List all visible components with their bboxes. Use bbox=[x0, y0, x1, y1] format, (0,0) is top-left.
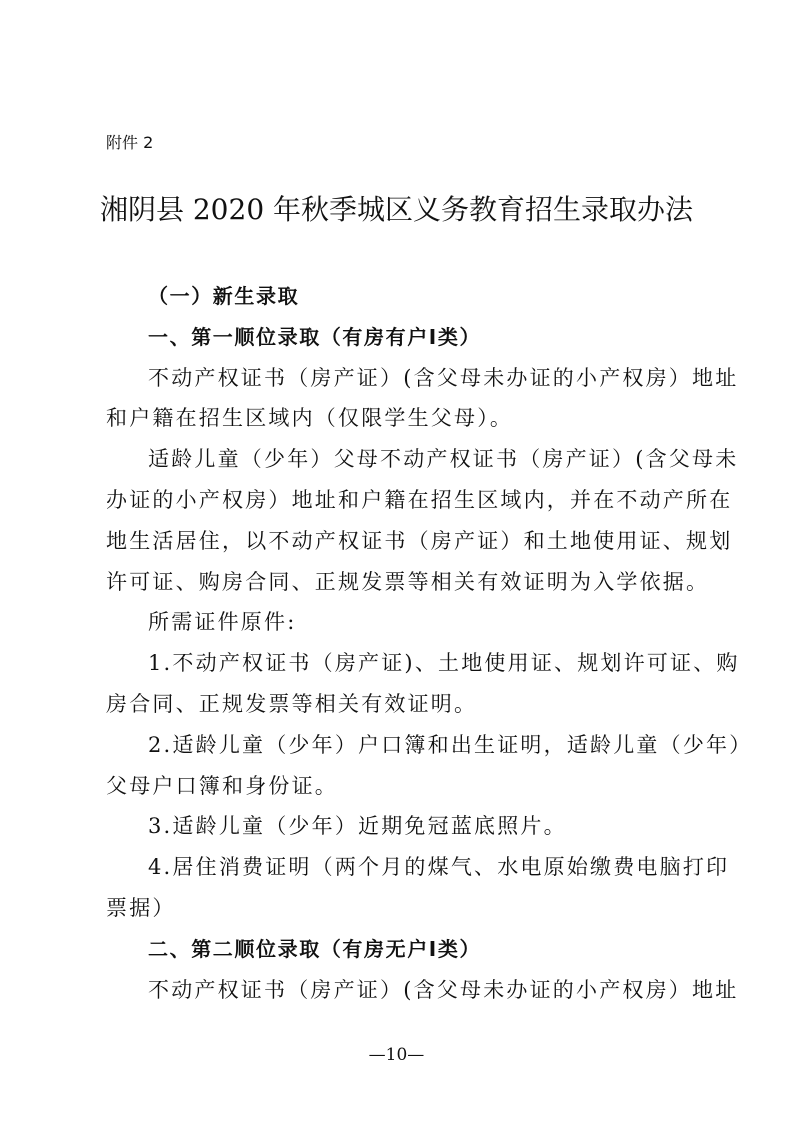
paragraph-line: 适龄儿童（少年）父母不动产权证书（房产证）(含父母未 bbox=[148, 447, 739, 472]
paragraph-line: 办证的小产权房）地址和户籍在招生区域内，并在不动产所在 bbox=[106, 487, 733, 512]
first-order-heading: 一、第一顺位录取（有房有户Ⅰ类） bbox=[148, 324, 482, 349]
list-item-line: 父母户口簿和身份证。 bbox=[106, 773, 338, 798]
list-item-line: 房合同、正规发票等相关有效证明。 bbox=[106, 691, 478, 716]
document-title: 湘阴县 2020 年秋季城区义务教育招生录取办法 bbox=[99, 193, 694, 226]
required-docs-label: 所需证件原件: bbox=[148, 610, 297, 635]
paragraph-line: 地生活居住，以不动产权证书（房产证）和土地使用证、规划 bbox=[106, 528, 733, 553]
second-order-heading: 二、第二顺位录取（有房无户Ⅰ类） bbox=[148, 936, 482, 961]
list-item-line: 1.不动产权证书（房产证)、土地使用证、规划许可证、购 bbox=[148, 651, 740, 676]
section-heading: （一）新生录取 bbox=[148, 284, 300, 308]
document-body bbox=[106, 276, 753, 1010]
list-item-line: 2.适龄儿童（少年）户口簿和出生证明，适龄儿童（少年） bbox=[148, 732, 753, 757]
list-item-line: 4.居住消费证明（两个月的煤气、水电原始缴费电脑打印 bbox=[148, 855, 730, 880]
list-item-line: 3.适龄儿童（少年）近期免冠蓝底照片。 bbox=[148, 814, 567, 839]
attachment-label: 附件 2 bbox=[106, 133, 154, 152]
paragraph-line: 和户籍在招生区域内（仅限学生父母）。 bbox=[106, 406, 514, 431]
paragraph-line: 不动产权证书（房产证）(含父母未办证的小产权房）地址 bbox=[148, 977, 739, 1002]
page-number: —10— bbox=[368, 1045, 425, 1065]
paragraph-line: 不动产权证书（房产证）(含父母未办证的小产权房）地址 bbox=[148, 365, 739, 390]
list-item-line: 票据） bbox=[106, 895, 176, 920]
paragraph-line: 许可证、购房合同、正规发票等相关有效证明为入学依据。 bbox=[106, 569, 710, 594]
